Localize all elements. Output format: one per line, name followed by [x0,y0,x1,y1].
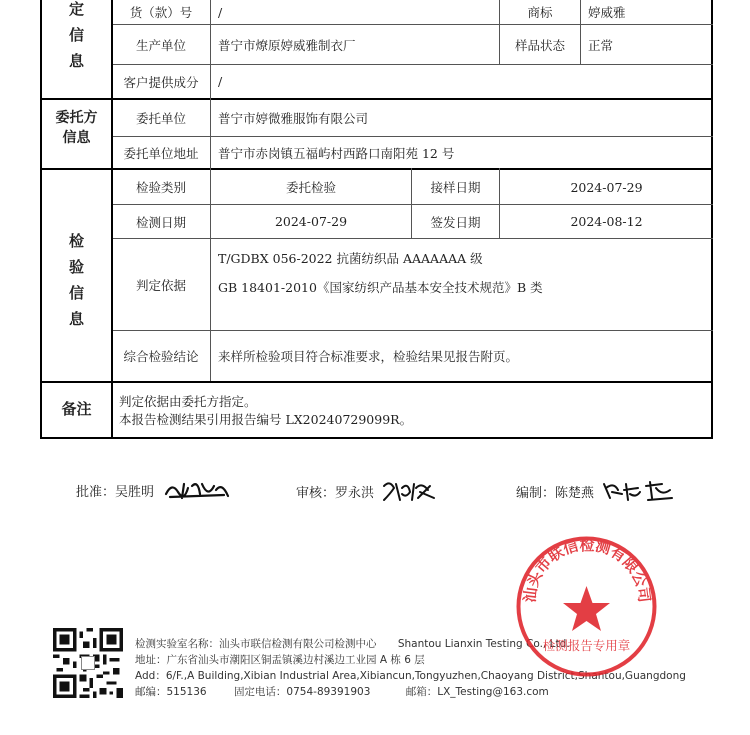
approver-signature [76,478,234,502]
issue-date-value: 2024-08-12 [570,214,643,229]
receive-date-value: 2024-07-29 [570,179,643,195]
client-address-label: 委托单位地址 [123,145,199,161]
client-section-label [42,108,111,148]
remarks-line-1: 判定依据由委托方指定。 [119,394,257,409]
lab-name-cn: 检测实验室名称：汕头市联信检测有限公司检测中心 [135,638,377,650]
brand-label: 商标 [527,5,553,20]
composition-value: / [218,74,223,89]
official-seal [514,534,659,679]
basis-line-2: GB 18401-2010《国家纺织产品基本安全技术规范》B 类 [218,280,543,295]
lab-contact-line [135,684,686,700]
approver-label: 批准：吴胜明 [76,484,155,500]
inspection-section-text: 检 验 信 息 [68,232,84,328]
client-unit-value: 普宁市婷微雅服饰有限公司 [218,111,369,126]
seal-star-icon [563,586,610,631]
brand-value: 婷威雅 [588,5,626,20]
report-table [40,0,713,439]
sample-state-label: 样品状态 [514,37,565,53]
lab-email: 邮箱：LX_Testing@163.com [405,686,549,698]
lab-address-cn: 地址：广东省汕头市潮阳区铜盂镇溪边村溪边工业园 A 栋 6 层 [135,654,425,666]
remarks-line-2: 本报告检测结果引用报告编号 LX20240729099R。 [119,412,413,427]
style-value: / [218,4,223,20]
editor-label: 编制：陈楚燕 [516,485,595,501]
sample-state-value: 正常 [588,37,614,53]
lab-name-en: Shantou Lianxin Testing Co., Ltd. [397,638,570,650]
receive-date-label: 接样日期 [430,180,481,195]
client-address-value: 普宁市赤岗镇五福屿村西路口南阳苑 12 号 [218,145,455,161]
basis-value [211,239,713,330]
product-section-text: 定 信 息 [68,0,84,70]
client-section-text: 委托方 信息 [55,110,98,146]
basis-label: 判定依据 [135,277,186,293]
product-section-label [42,0,111,74]
inspection-type-value: 委托检验 [285,180,336,195]
basis-line-1: T/GDBX 056-2022 抗菌纺织品 AAAAAAA 级 [218,251,483,266]
remarks-label: 备注 [61,400,92,418]
producer-value: 普宁市燎原婷威雅制衣厂 [218,37,356,53]
lab-postcode: 邮编：515136 [135,686,207,698]
lab-phone: 固定电话：0754-89391903 [233,686,371,698]
inspection-type-label: 检验类别 [135,180,186,195]
test-date-label: 检测日期 [135,214,186,230]
composition-label: 客户提供成分 [123,74,199,90]
reviewer-signature [296,478,440,504]
client-unit-label: 委托单位 [135,111,186,126]
seal-arc-text: 汕头市联信检测有限公司 [520,535,654,604]
issue-date-label: 签发日期 [430,214,481,230]
remarks-content [112,383,713,439]
test-date-value: 2024-07-29 [274,214,348,229]
seal-bottom-text: 检测报告专用章 [542,638,631,653]
approver-handwriting [162,478,234,502]
editor-signature [516,478,678,504]
inspection-section-label [42,228,111,332]
qr-code [53,628,123,698]
reviewer-handwriting [380,478,440,504]
conclusion-value: 来样所检验项目符合标准要求，检验结果见报告附页。 [218,349,519,364]
producer-label: 生产单位 [135,37,186,53]
lab-address-en: Add：6/F.,A Building,Xibian Industrial Area,Xibiancun,Tongyuzhen,Chaoyang District,Shantou,Guangdong [135,670,686,682]
editor-handwriting [600,478,678,504]
conclusion-label: 综合检验结论 [123,349,199,364]
style-label: 货（款）号 [129,5,193,20]
reviewer-label: 审核：罗永洪 [296,485,375,501]
